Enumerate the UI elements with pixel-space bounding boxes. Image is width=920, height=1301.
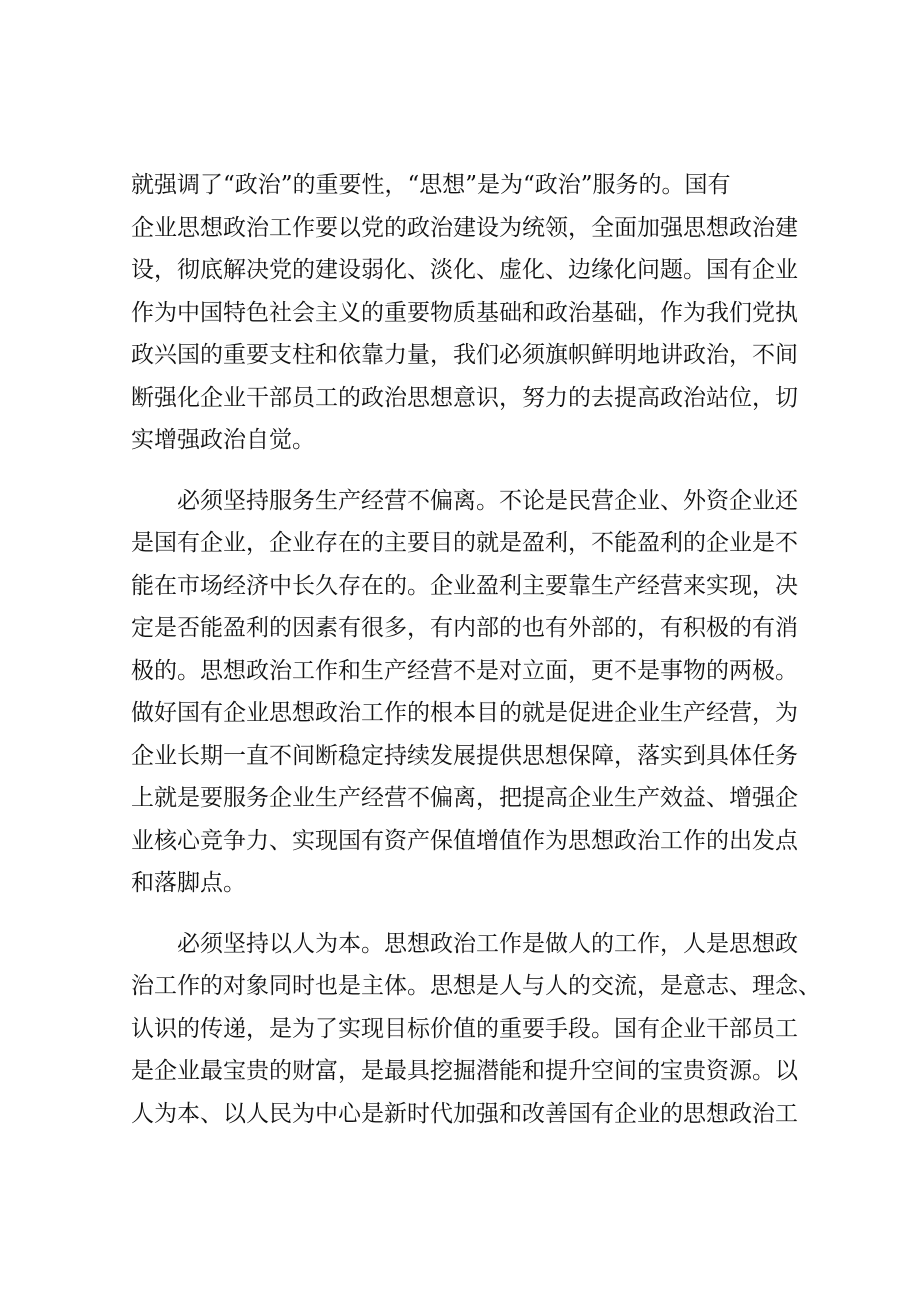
text-line: 设，彻底解决党的建设弱化、淡化、虚化、边缘化问题。国有企业 <box>131 257 798 283</box>
text-line: 治工作的对象同时也是主体。思想是人与人的交流，是意志、理念、 <box>131 973 821 999</box>
text-line: 作为中国特色社会主义的重要物质基础和政治基础，作为我们党执 <box>131 299 798 326</box>
text-line: 企业长期一直不间断稳定持续发展提供思想保障，落实到具体任务 <box>131 742 798 769</box>
text-line: 认识的传递，是为了实现目标价值的重要手段。国有企业干部员工 <box>131 1015 798 1042</box>
text-line: 必须坚持以人为本。思想政治工作是做人的工作，人是思想政 <box>131 930 798 957</box>
text-line: 企业思想政治工作要以党的政治建设为统领，全面加强思想政治建 <box>131 214 798 241</box>
text-line: 上就是要服务企业生产经营不偏离，把提高企业生产效益、增强企 <box>131 785 798 811</box>
text-line: 能在市场经济中长久存在的。企业盈利主要靠生产经营来实现，决 <box>131 572 798 599</box>
text-line: 和落脚点。 <box>131 870 246 896</box>
text-line: 极的。思想政治工作和生产经营不是对立面，更不是事物的两极。 <box>131 657 798 684</box>
text-line: 就强调了“政治”的重要性，“思想”是为“政治”服务的。国有 <box>131 172 731 198</box>
text-line: 做好国有企业思想政治工作的根本目的就是促进企业生产经营，为 <box>131 700 798 726</box>
text-line: 业核心竞争力、实现国有资产保值增值作为思想政治工作的出发点 <box>131 827 798 854</box>
text-line: 政兴国的重要支柱和依靠力量，我们必须旗帜鲜明地讲政治，不间 <box>131 342 798 368</box>
paragraph-political-guidance <box>131 164 798 462</box>
text-line: 断强化企业干部员工的政治思想意识，努力的去提高政治站位，切 <box>131 384 798 411</box>
text-line: 是企业最宝贵的财富，是最具挖掘潜能和提升空间的宝贵资源。以 <box>131 1058 798 1084</box>
paragraph-people-oriented <box>131 923 821 1136</box>
paragraph-serve-production <box>131 480 798 905</box>
text-line: 是国有企业，企业存在的主要目的就是盈利，不能盈利的企业是不 <box>131 530 798 556</box>
text-line: 实增强政治自觉。 <box>131 427 315 453</box>
text-line: 人为本、以人民为中心是新时代加强和改善国有企业的思想政治工 <box>131 1100 798 1127</box>
text-line: 定是否能盈利的因素有很多，有内部的也有外部的，有积极的有消 <box>131 615 798 641</box>
document-body <box>131 164 821 1153</box>
text-line: 必须坚持服务生产经营不偏离。不论是民营企业、外资企业还 <box>131 487 798 514</box>
